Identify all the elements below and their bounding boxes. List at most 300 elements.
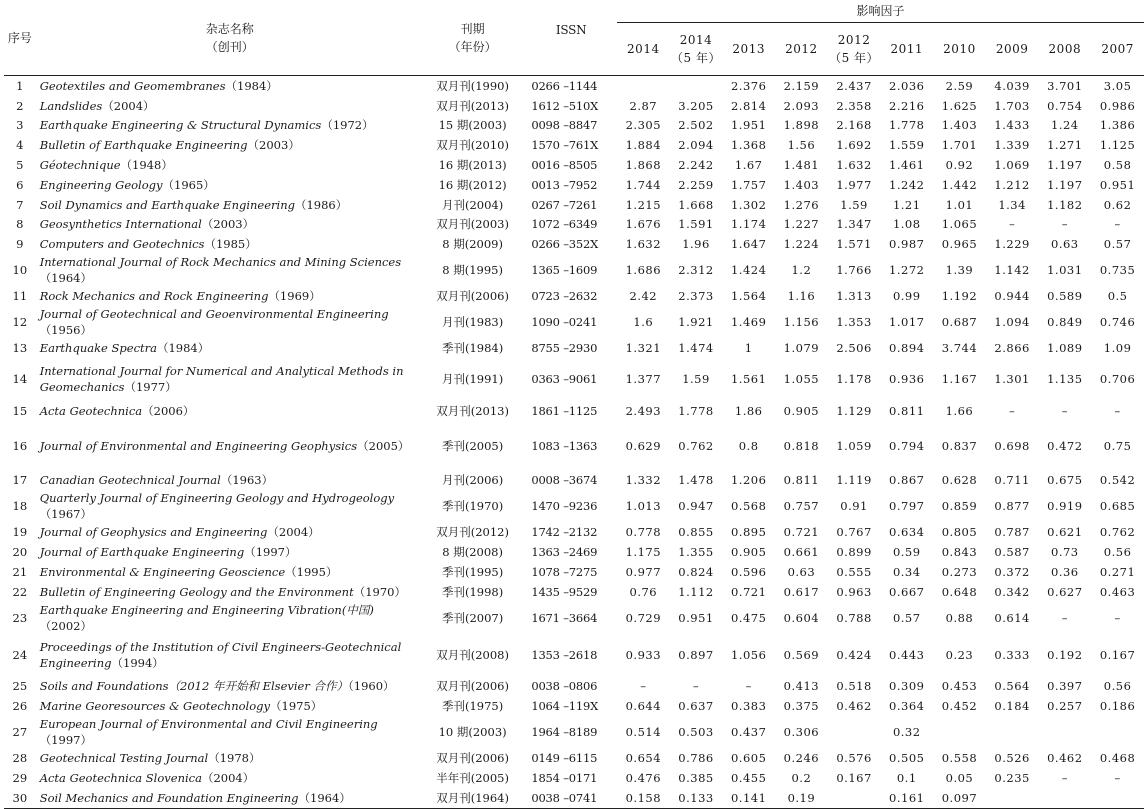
journal-name bbox=[36, 338, 420, 358]
impact-factor-value: 0.667 bbox=[889, 584, 925, 599]
impact-factor-value: 1.2 bbox=[791, 263, 812, 278]
impact-factor-value: 0.617 bbox=[783, 584, 820, 599]
impact-factor-value: 0.56 bbox=[1103, 545, 1132, 560]
founded-year: （1997） bbox=[244, 545, 297, 560]
impact-factor-value: 1.951 bbox=[730, 118, 767, 133]
impact-factor-value: 1.272 bbox=[889, 263, 925, 278]
impact-factor-value: 0.462 bbox=[1047, 751, 1083, 766]
row-number: 9 bbox=[16, 237, 24, 252]
publication-frequency: 双月刊(2006) bbox=[436, 751, 509, 766]
impact-factor-value: 2.42 bbox=[629, 289, 658, 304]
impact-factor-value: 0.778 bbox=[625, 525, 662, 540]
row-number: 29 bbox=[12, 770, 28, 785]
journal-title: Environmental & Engineering Geoscience bbox=[39, 564, 286, 579]
issn: 0723 –2632 bbox=[531, 289, 598, 304]
impact-factor-value: 0.936 bbox=[889, 372, 925, 387]
impact-factor-value: 0.59 bbox=[892, 545, 921, 560]
impact-factor-value: 1.478 bbox=[678, 473, 714, 488]
impact-factor-value: 3.205 bbox=[678, 98, 714, 113]
journal-name bbox=[36, 195, 420, 215]
impact-factor-value: 1.21 bbox=[892, 197, 921, 212]
impact-factor-value: 1.647 bbox=[730, 237, 767, 252]
header-year-label: 2014 bbox=[679, 33, 713, 47]
impact-factor-value: 1.192 bbox=[941, 289, 978, 304]
impact-factor-value: 1.01 bbox=[945, 197, 974, 212]
impact-factor-value: 1.66 bbox=[945, 403, 974, 418]
journal-name bbox=[36, 696, 420, 716]
impact-factor-value: – bbox=[1114, 770, 1121, 785]
publication-frequency: 16 期(2013) bbox=[438, 158, 507, 173]
impact-factor-value: 0.273 bbox=[941, 564, 978, 579]
impact-factor-value: 0.75 bbox=[1103, 438, 1132, 453]
impact-factor-value: 0.158 bbox=[617, 788, 670, 808]
issn: 1570 –761X bbox=[531, 138, 599, 153]
impact-factor-value: 0.167 bbox=[836, 770, 872, 785]
issn: 0266 –1144 bbox=[531, 78, 598, 93]
table-row bbox=[4, 748, 1144, 768]
impact-factor-value: 0.933 bbox=[625, 648, 662, 663]
impact-factor-value: 0.951 bbox=[678, 610, 714, 625]
impact-factor-value: 0.894 bbox=[889, 340, 925, 355]
founded-year: （1977） bbox=[124, 380, 177, 395]
table-row bbox=[4, 634, 1144, 677]
impact-factor-value: 1.386 bbox=[1099, 118, 1136, 133]
journal-name bbox=[36, 788, 420, 808]
impact-factor-value: 1.125 bbox=[1099, 138, 1136, 153]
publication-frequency: 季刊(1970) bbox=[441, 499, 504, 514]
issn: 1064 –119X bbox=[531, 699, 599, 714]
impact-factor-value: 0.1 bbox=[896, 770, 917, 785]
issn: 8755 –2930 bbox=[531, 340, 598, 355]
impact-factor-value: 0.91 bbox=[840, 499, 868, 514]
impact-factor-value: – bbox=[1061, 217, 1068, 232]
publication-frequency: 季刊(2005) bbox=[441, 438, 504, 453]
impact-factor-value: 0.905 bbox=[783, 403, 820, 418]
row-number: 1 bbox=[16, 78, 24, 93]
founded-year: （1970） bbox=[353, 584, 406, 599]
row-number: 21 bbox=[12, 564, 28, 579]
founded-year: （1964） bbox=[298, 790, 351, 805]
impact-factor-value: 0.661 bbox=[783, 545, 820, 560]
table-row bbox=[4, 215, 1144, 235]
impact-factor-value: 2.305 bbox=[625, 118, 662, 133]
row-number: 12 bbox=[12, 314, 28, 329]
founded-year: （2002） bbox=[39, 618, 92, 633]
header-year-sub: （5 年） bbox=[829, 51, 880, 65]
issn: 1612 –510X bbox=[531, 98, 599, 113]
publication-frequency: 双月刊(2006) bbox=[436, 679, 509, 694]
impact-factor-value: 0.687 bbox=[941, 314, 978, 329]
impact-factor-value: 0.711 bbox=[994, 473, 1030, 488]
impact-factor-value: 0.186 bbox=[1099, 699, 1136, 714]
journal-name bbox=[36, 175, 420, 195]
journal-title: Journal of Geophysics and Engineering bbox=[39, 525, 268, 540]
publication-frequency: 8 期(2009) bbox=[442, 237, 503, 252]
impact-factor-value: 0.706 bbox=[1099, 372, 1136, 387]
impact-factor-value: 0.569 bbox=[783, 648, 820, 663]
issn: 1742 –2132 bbox=[531, 525, 598, 540]
founded-year: （1997） bbox=[39, 733, 92, 748]
impact-factor-value: 1.481 bbox=[783, 158, 820, 173]
impact-factor-value: 1.313 bbox=[836, 289, 872, 304]
impact-factor-value: 4.039 bbox=[994, 78, 1030, 93]
impact-factor-value: 0.76 bbox=[629, 584, 658, 599]
impact-factor-value: 1.766 bbox=[836, 263, 872, 278]
table-row bbox=[4, 96, 1144, 116]
founded-year: （2005） bbox=[357, 438, 410, 453]
impact-factor-value: 0.23 bbox=[945, 648, 974, 663]
header-year-label: 2007 bbox=[1101, 42, 1134, 56]
impact-factor-value: 0.986 bbox=[1099, 98, 1136, 113]
impact-factor-value: 0.762 bbox=[678, 438, 714, 453]
row-number: 8 bbox=[16, 217, 24, 232]
impact-factor-value: 1.16 bbox=[787, 289, 816, 304]
impact-factor-value: 0.897 bbox=[678, 648, 714, 663]
impact-factor-value: 0.824 bbox=[678, 564, 714, 579]
impact-factor-value: 0.518 bbox=[836, 679, 872, 694]
impact-factor-value: 2.094 bbox=[678, 138, 714, 153]
publication-frequency: 8 期(1995) bbox=[442, 263, 503, 278]
impact-factor-value: 1.632 bbox=[836, 158, 872, 173]
impact-factor-value: 0.413 bbox=[783, 679, 820, 694]
journal-title: Marine Georesources & Geotechnology bbox=[39, 699, 270, 714]
impact-factor-value: 0.859 bbox=[941, 499, 978, 514]
impact-factor-value bbox=[933, 716, 986, 748]
journal-name bbox=[36, 471, 420, 491]
impact-factor-value: 1.065 bbox=[941, 217, 978, 232]
header-year bbox=[986, 23, 1039, 76]
impact-factor-value: 0.503 bbox=[678, 725, 714, 740]
founded-year: （2006） bbox=[142, 403, 195, 418]
impact-factor-value: 0.63 bbox=[1051, 237, 1079, 252]
impact-factor-value: 1.339 bbox=[994, 138, 1030, 153]
row-number: 4 bbox=[16, 138, 24, 153]
impact-factor-value: 1.744 bbox=[625, 177, 662, 192]
impact-factor-value: 1.59 bbox=[840, 197, 868, 212]
issn: 1083 –1363 bbox=[531, 438, 598, 453]
impact-factor-value: 1.302 bbox=[730, 197, 767, 212]
table-row bbox=[4, 696, 1144, 716]
issn: 1964 –8189 bbox=[531, 725, 598, 740]
impact-factor-value: 3.05 bbox=[1103, 78, 1132, 93]
issn: 0098 –8847 bbox=[531, 118, 598, 133]
impact-factor-value: 0.542 bbox=[1099, 473, 1136, 488]
impact-factor-value: 0.88 bbox=[945, 610, 974, 625]
impact-factor-value: 0.805 bbox=[941, 525, 978, 540]
row-number: 6 bbox=[16, 177, 24, 192]
header-year bbox=[670, 23, 723, 76]
impact-factor-value: 1.08 bbox=[892, 217, 921, 232]
journal-name bbox=[36, 562, 420, 582]
impact-factor-value: 1.242 bbox=[889, 177, 925, 192]
impact-factor-value: 0.721 bbox=[783, 525, 820, 540]
journal-title: Acta Geotechnica bbox=[39, 403, 143, 418]
impact-factor-value: 1.079 bbox=[783, 340, 820, 355]
impact-factor-value: 1.921 bbox=[678, 314, 714, 329]
impact-factor-value: 1.96 bbox=[682, 237, 710, 252]
impact-factor-value: 0.963 bbox=[836, 584, 872, 599]
impact-factor-value: 0.797 bbox=[889, 499, 925, 514]
impact-factor-value: 0.57 bbox=[892, 610, 921, 625]
table-row bbox=[4, 562, 1144, 582]
table-row bbox=[4, 677, 1144, 697]
founded-year: （1994） bbox=[111, 656, 164, 671]
impact-factor-value: 1.884 bbox=[625, 138, 662, 153]
publication-frequency: 双月刊(2003) bbox=[436, 217, 509, 232]
impact-factor-value: 1.119 bbox=[836, 473, 872, 488]
impact-factor-value: 1.135 bbox=[1047, 372, 1083, 387]
publication-frequency: 半年刊(2005) bbox=[436, 770, 509, 785]
issn: 1090 –0241 bbox=[531, 314, 598, 329]
header-frequency bbox=[420, 0, 525, 76]
impact-factor-value: 0.849 bbox=[1047, 314, 1083, 329]
impact-factor-value: 0.463 bbox=[1099, 584, 1136, 599]
journal-name bbox=[36, 76, 420, 96]
impact-factor-value: 1.433 bbox=[994, 118, 1030, 133]
impact-factor-value: 0.951 bbox=[1099, 177, 1136, 192]
impact-factor-value: 1.059 bbox=[836, 438, 872, 453]
impact-factor-value: 0.452 bbox=[941, 699, 978, 714]
impact-factor-value: 1.676 bbox=[625, 217, 662, 232]
impact-factor-value: 0.627 bbox=[1047, 584, 1083, 599]
impact-factor-value: 0.605 bbox=[730, 751, 767, 766]
founded-year: （1995） bbox=[285, 564, 338, 579]
impact-factor-value: 0.811 bbox=[783, 473, 820, 488]
impact-factor-value: 1.175 bbox=[625, 545, 662, 560]
impact-factor-value: 0.472 bbox=[1047, 438, 1083, 453]
founded-year: （2004） bbox=[102, 98, 155, 113]
journal-name bbox=[36, 234, 420, 254]
impact-factor-value: 1.67 bbox=[734, 158, 763, 173]
journal-title: Earthquake Engineering & Structural Dynamics bbox=[39, 118, 322, 133]
impact-factor-value: – bbox=[1114, 217, 1121, 232]
impact-factor-value: 1.692 bbox=[836, 138, 872, 153]
impact-factor-value: 1.227 bbox=[783, 217, 820, 232]
impact-factor-value: 1.6 bbox=[633, 314, 654, 329]
impact-factor-value: – bbox=[640, 679, 647, 694]
journal-name bbox=[36, 716, 420, 748]
impact-factor-value: – bbox=[1009, 403, 1016, 418]
impact-factor-value: 0.257 bbox=[1047, 699, 1083, 714]
impact-factor-value: 3.744 bbox=[941, 340, 978, 355]
impact-factor-value: 0.184 bbox=[994, 699, 1030, 714]
founded-year: （2003） bbox=[201, 217, 255, 232]
impact-factor-value bbox=[1038, 788, 1091, 808]
issn: 1353 –2618 bbox=[531, 648, 598, 663]
header-year bbox=[775, 23, 828, 76]
header-year bbox=[880, 23, 933, 76]
impact-factor-value: 0.372 bbox=[994, 564, 1030, 579]
journal-title: Canadian Geotechnical Journal bbox=[39, 473, 221, 488]
table-row bbox=[4, 522, 1144, 542]
founded-year: （1972） bbox=[321, 118, 374, 133]
publication-frequency: 季刊(1975) bbox=[441, 699, 504, 714]
row-number: 5 bbox=[16, 158, 24, 173]
row-number: 25 bbox=[12, 679, 28, 694]
impact-factor-value: 1.701 bbox=[941, 138, 978, 153]
impact-factor-value: 1.403 bbox=[783, 177, 820, 192]
journal-title: Proceedings of the Institution of Civil Engineers-Geotechnical Engineering bbox=[39, 640, 402, 671]
impact-factor-value: 0.56 bbox=[1103, 679, 1132, 694]
impact-factor-value: 2.502 bbox=[678, 118, 714, 133]
impact-factor-value: 1.559 bbox=[889, 138, 925, 153]
impact-factor-value: 2.59 bbox=[945, 78, 974, 93]
header-name bbox=[36, 0, 420, 76]
impact-factor-value: 0.558 bbox=[941, 751, 978, 766]
header-year-label: 2010 bbox=[943, 42, 976, 56]
impact-factor-value: 0.246 bbox=[783, 751, 820, 766]
journal-title: European Journal of Environmental and Civil Engineering bbox=[39, 717, 378, 732]
founded-year: （1986） bbox=[294, 197, 348, 212]
header-year bbox=[1038, 23, 1091, 76]
impact-factor-value: 0.767 bbox=[836, 525, 872, 540]
impact-factor-value: 0.965 bbox=[941, 237, 978, 252]
impact-factor-value: 0.8 bbox=[738, 438, 759, 453]
impact-factor-value: – bbox=[1061, 770, 1068, 785]
header-year-label: 2013 bbox=[732, 42, 765, 56]
impact-factor-value: 1.031 bbox=[1047, 263, 1083, 278]
impact-factor-value: 0.309 bbox=[889, 679, 925, 694]
founded-year: （2003） bbox=[247, 138, 300, 153]
impact-factor-value bbox=[986, 788, 1039, 808]
impact-factor-value: 1.571 bbox=[836, 237, 872, 252]
journal-name bbox=[36, 155, 420, 175]
table-row bbox=[4, 471, 1144, 491]
impact-factor-value: 2.168 bbox=[836, 118, 872, 133]
table-row bbox=[4, 76, 1144, 96]
impact-factor-value: 0.899 bbox=[836, 545, 872, 560]
publication-frequency: 季刊(2007) bbox=[441, 610, 504, 625]
impact-factor-value: 1.24 bbox=[1051, 118, 1079, 133]
issn: 1435 –9529 bbox=[531, 584, 598, 599]
journal-impact-factor-table bbox=[4, 0, 1144, 809]
impact-factor-value: 0.746 bbox=[1099, 314, 1136, 329]
impact-factor-value: 1.757 bbox=[730, 177, 767, 192]
impact-factor-value: – bbox=[1114, 610, 1121, 625]
impact-factor-value: 0.637 bbox=[678, 699, 714, 714]
impact-factor-value: 1.86 bbox=[734, 403, 763, 418]
impact-factor-value: 2.814 bbox=[730, 98, 767, 113]
impact-factor-value: 1.898 bbox=[783, 118, 820, 133]
impact-factor-value: 0.576 bbox=[836, 751, 872, 766]
impact-factor-value: 1.224 bbox=[783, 237, 820, 252]
header-year-label: 2012 bbox=[837, 33, 871, 47]
table-row bbox=[4, 234, 1144, 254]
impact-factor-value: 1.561 bbox=[730, 372, 767, 387]
impact-factor-value: 0.05 bbox=[945, 770, 974, 785]
impact-factor-value: 2.373 bbox=[678, 289, 714, 304]
row-number: 30 bbox=[4, 788, 36, 808]
impact-factor-value: 2.358 bbox=[836, 98, 872, 113]
publication-frequency: 双月刊(1964) bbox=[420, 788, 525, 808]
impact-factor-value: 1.301 bbox=[994, 372, 1030, 387]
impact-factor-value: 2.159 bbox=[783, 78, 820, 93]
row-number: 2 bbox=[16, 98, 24, 113]
header-year bbox=[828, 23, 881, 76]
impact-factor-value: 0.455 bbox=[730, 770, 767, 785]
journal-name bbox=[36, 135, 420, 155]
table-row bbox=[4, 421, 1144, 471]
impact-factor-value bbox=[828, 788, 881, 808]
impact-factor-value: 0.721 bbox=[730, 584, 767, 599]
impact-factor-value: 0.342 bbox=[994, 584, 1030, 599]
header-year-label: 2009 bbox=[995, 42, 1029, 56]
impact-factor-value: 0.837 bbox=[941, 438, 978, 453]
impact-factor-value: 0.364 bbox=[889, 699, 925, 714]
journal-title: Bulletin of Engineering Geology and the Environment bbox=[39, 584, 354, 599]
issn: 1861 –1125 bbox=[531, 403, 598, 418]
impact-factor-value: 1.013 bbox=[625, 499, 662, 514]
issn: 0038 –0806 bbox=[531, 679, 598, 694]
header-year-label: 2014 bbox=[627, 42, 660, 56]
impact-factor-value: 1.474 bbox=[678, 340, 714, 355]
impact-factor-value: 0.675 bbox=[1047, 473, 1083, 488]
header-name-line1: 杂志名称 bbox=[205, 21, 254, 36]
issn: 0266 –352X bbox=[531, 237, 599, 252]
impact-factor-value: 1.167 bbox=[941, 372, 978, 387]
impact-factor-value bbox=[1091, 788, 1144, 808]
publication-frequency: 季刊(1998) bbox=[441, 584, 504, 599]
row-number: 18 bbox=[12, 499, 28, 514]
impact-factor-value: 1.069 bbox=[994, 158, 1030, 173]
impact-factor-value: – bbox=[1114, 403, 1121, 418]
row-number: 15 bbox=[12, 403, 28, 418]
journal-name bbox=[36, 602, 420, 634]
impact-factor-value: 0.977 bbox=[625, 564, 662, 579]
impact-factor-value: 1.686 bbox=[625, 263, 662, 278]
impact-factor-value: 1.129 bbox=[836, 403, 872, 418]
table-row bbox=[4, 338, 1144, 358]
impact-factor-value: 1.868 bbox=[625, 158, 662, 173]
impact-factor-value: 1.668 bbox=[678, 197, 714, 212]
table-row bbox=[4, 306, 1144, 338]
impact-factor-value: 1.276 bbox=[783, 197, 820, 212]
journal-name bbox=[36, 306, 420, 338]
journal-title: Earthquake Engineering and Engineering Vibration(中国) bbox=[39, 602, 374, 617]
impact-factor-value: 0.786 bbox=[678, 751, 714, 766]
impact-factor-value: 1.564 bbox=[730, 289, 767, 304]
impact-factor-value: 0.375 bbox=[783, 699, 820, 714]
journal-name bbox=[36, 116, 420, 136]
impact-factor-value: 1.215 bbox=[625, 197, 662, 212]
founded-year: （1956） bbox=[39, 322, 92, 337]
impact-factor-value: 0.5 bbox=[1107, 289, 1128, 304]
header-year bbox=[933, 23, 986, 76]
impact-factor-value: 0.235 bbox=[994, 770, 1030, 785]
table-row bbox=[4, 768, 1144, 788]
impact-factor-value bbox=[617, 76, 670, 96]
header-year-label: 2011 bbox=[890, 42, 924, 56]
impact-factor-value: 0.63 bbox=[787, 564, 816, 579]
impact-factor-value: 2.437 bbox=[836, 78, 872, 93]
impact-factor-value: 0.167 bbox=[1099, 648, 1136, 663]
row-number: 17 bbox=[12, 473, 28, 488]
journal-title: Earthquake Spectra bbox=[39, 340, 157, 355]
impact-factor-value: 1.156 bbox=[783, 314, 820, 329]
journal-title: International Journal for Numerical and Analytical Methods in Geomechanics bbox=[39, 364, 404, 395]
table-row bbox=[4, 542, 1144, 562]
impact-factor-value: 0.397 bbox=[1047, 679, 1083, 694]
impact-factor-value: 2.093 bbox=[783, 98, 820, 113]
journal-title: International Journal of Rock Mechanics and Mining Sciences bbox=[39, 255, 402, 270]
table-row bbox=[4, 155, 1144, 175]
journal-title: Geotechnical Testing Journal bbox=[39, 751, 209, 766]
impact-factor-value: 0.729 bbox=[625, 610, 662, 625]
impact-factor-value: 1.206 bbox=[730, 473, 767, 488]
publication-frequency: 8 期(2008) bbox=[442, 545, 503, 560]
impact-factor-value: 0.919 bbox=[1047, 499, 1083, 514]
impact-factor-value: 2.259 bbox=[678, 177, 714, 192]
